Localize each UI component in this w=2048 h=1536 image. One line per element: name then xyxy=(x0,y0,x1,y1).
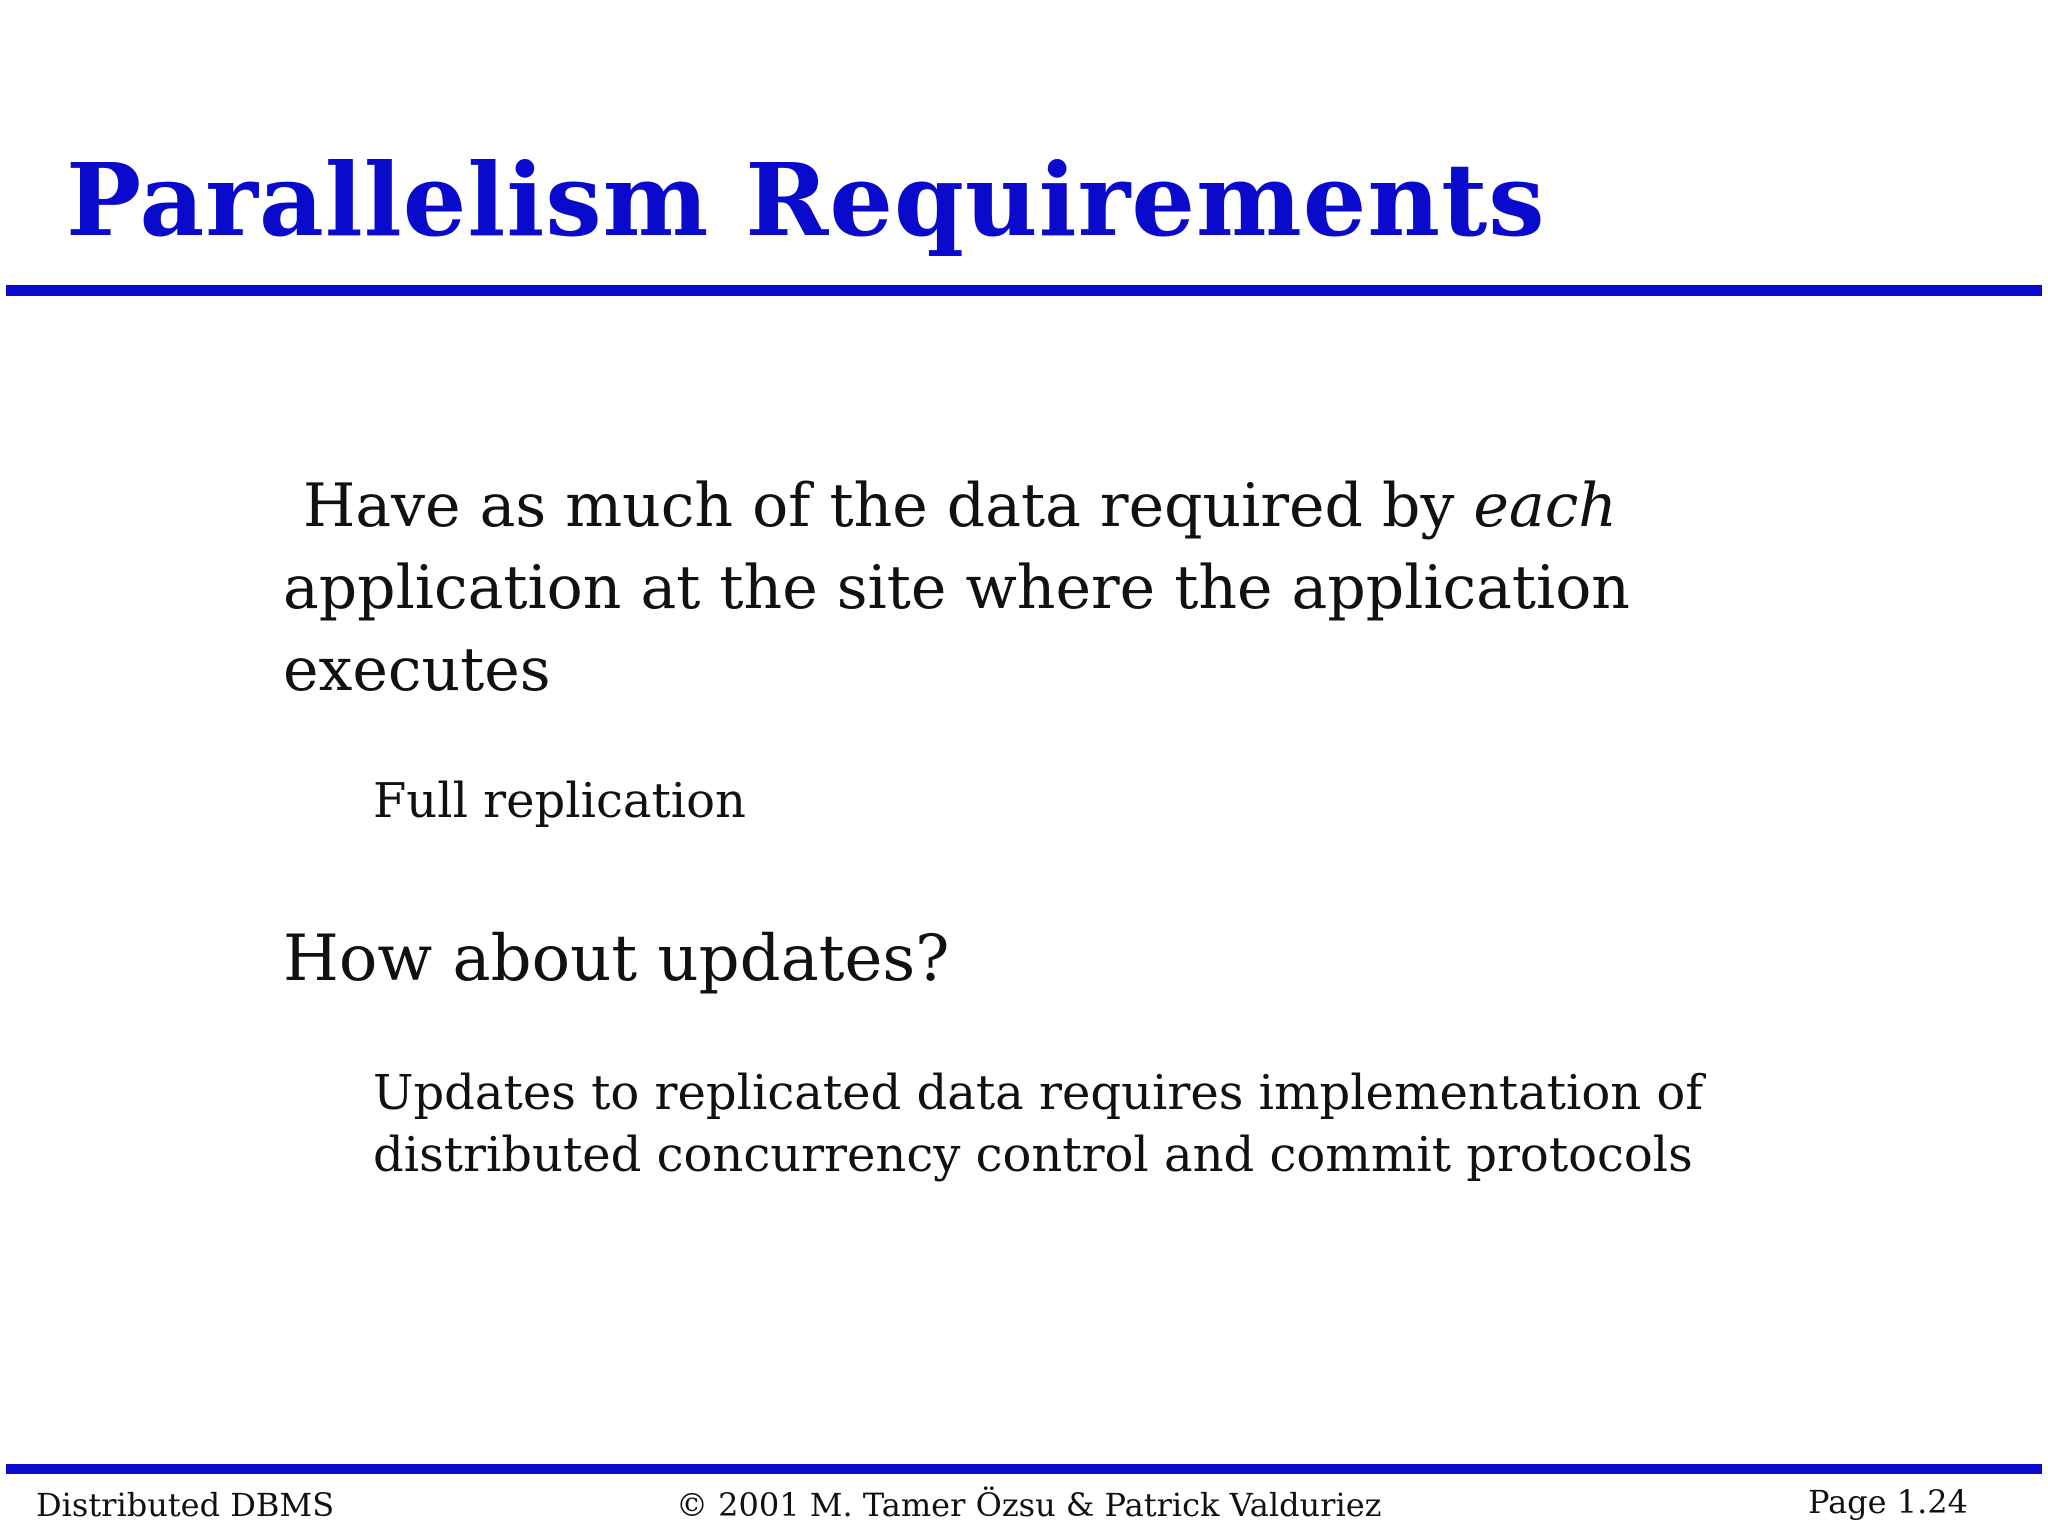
bullet-updates-question: How about updates? xyxy=(283,922,950,996)
bullet-data-locality xyxy=(283,465,1703,711)
bullet-text-after: application at the site where the application executes xyxy=(283,553,1630,705)
footer-course-name: Distributed DBMS xyxy=(36,1486,335,1524)
bullet-emphasis: each xyxy=(1473,471,1617,541)
sub-bullet-updates-detail: Updates to replicated data requires implementation of distributed concurrency control and commit protocols xyxy=(373,1065,1704,1183)
footer-page-number: Page 1.24 xyxy=(1807,1483,1968,1521)
title-divider xyxy=(6,285,2042,296)
sub-bullet-full-replication: Full replication xyxy=(373,773,746,829)
slide-title: Parallelism Requirements xyxy=(66,141,1546,259)
bullet-text-before: Have as much of the data required by xyxy=(303,471,1474,541)
footer-copyright: © 2001 M. Tamer Özsu & Patrick Valduriez xyxy=(676,1486,1382,1524)
footer-divider xyxy=(6,1464,2042,1474)
